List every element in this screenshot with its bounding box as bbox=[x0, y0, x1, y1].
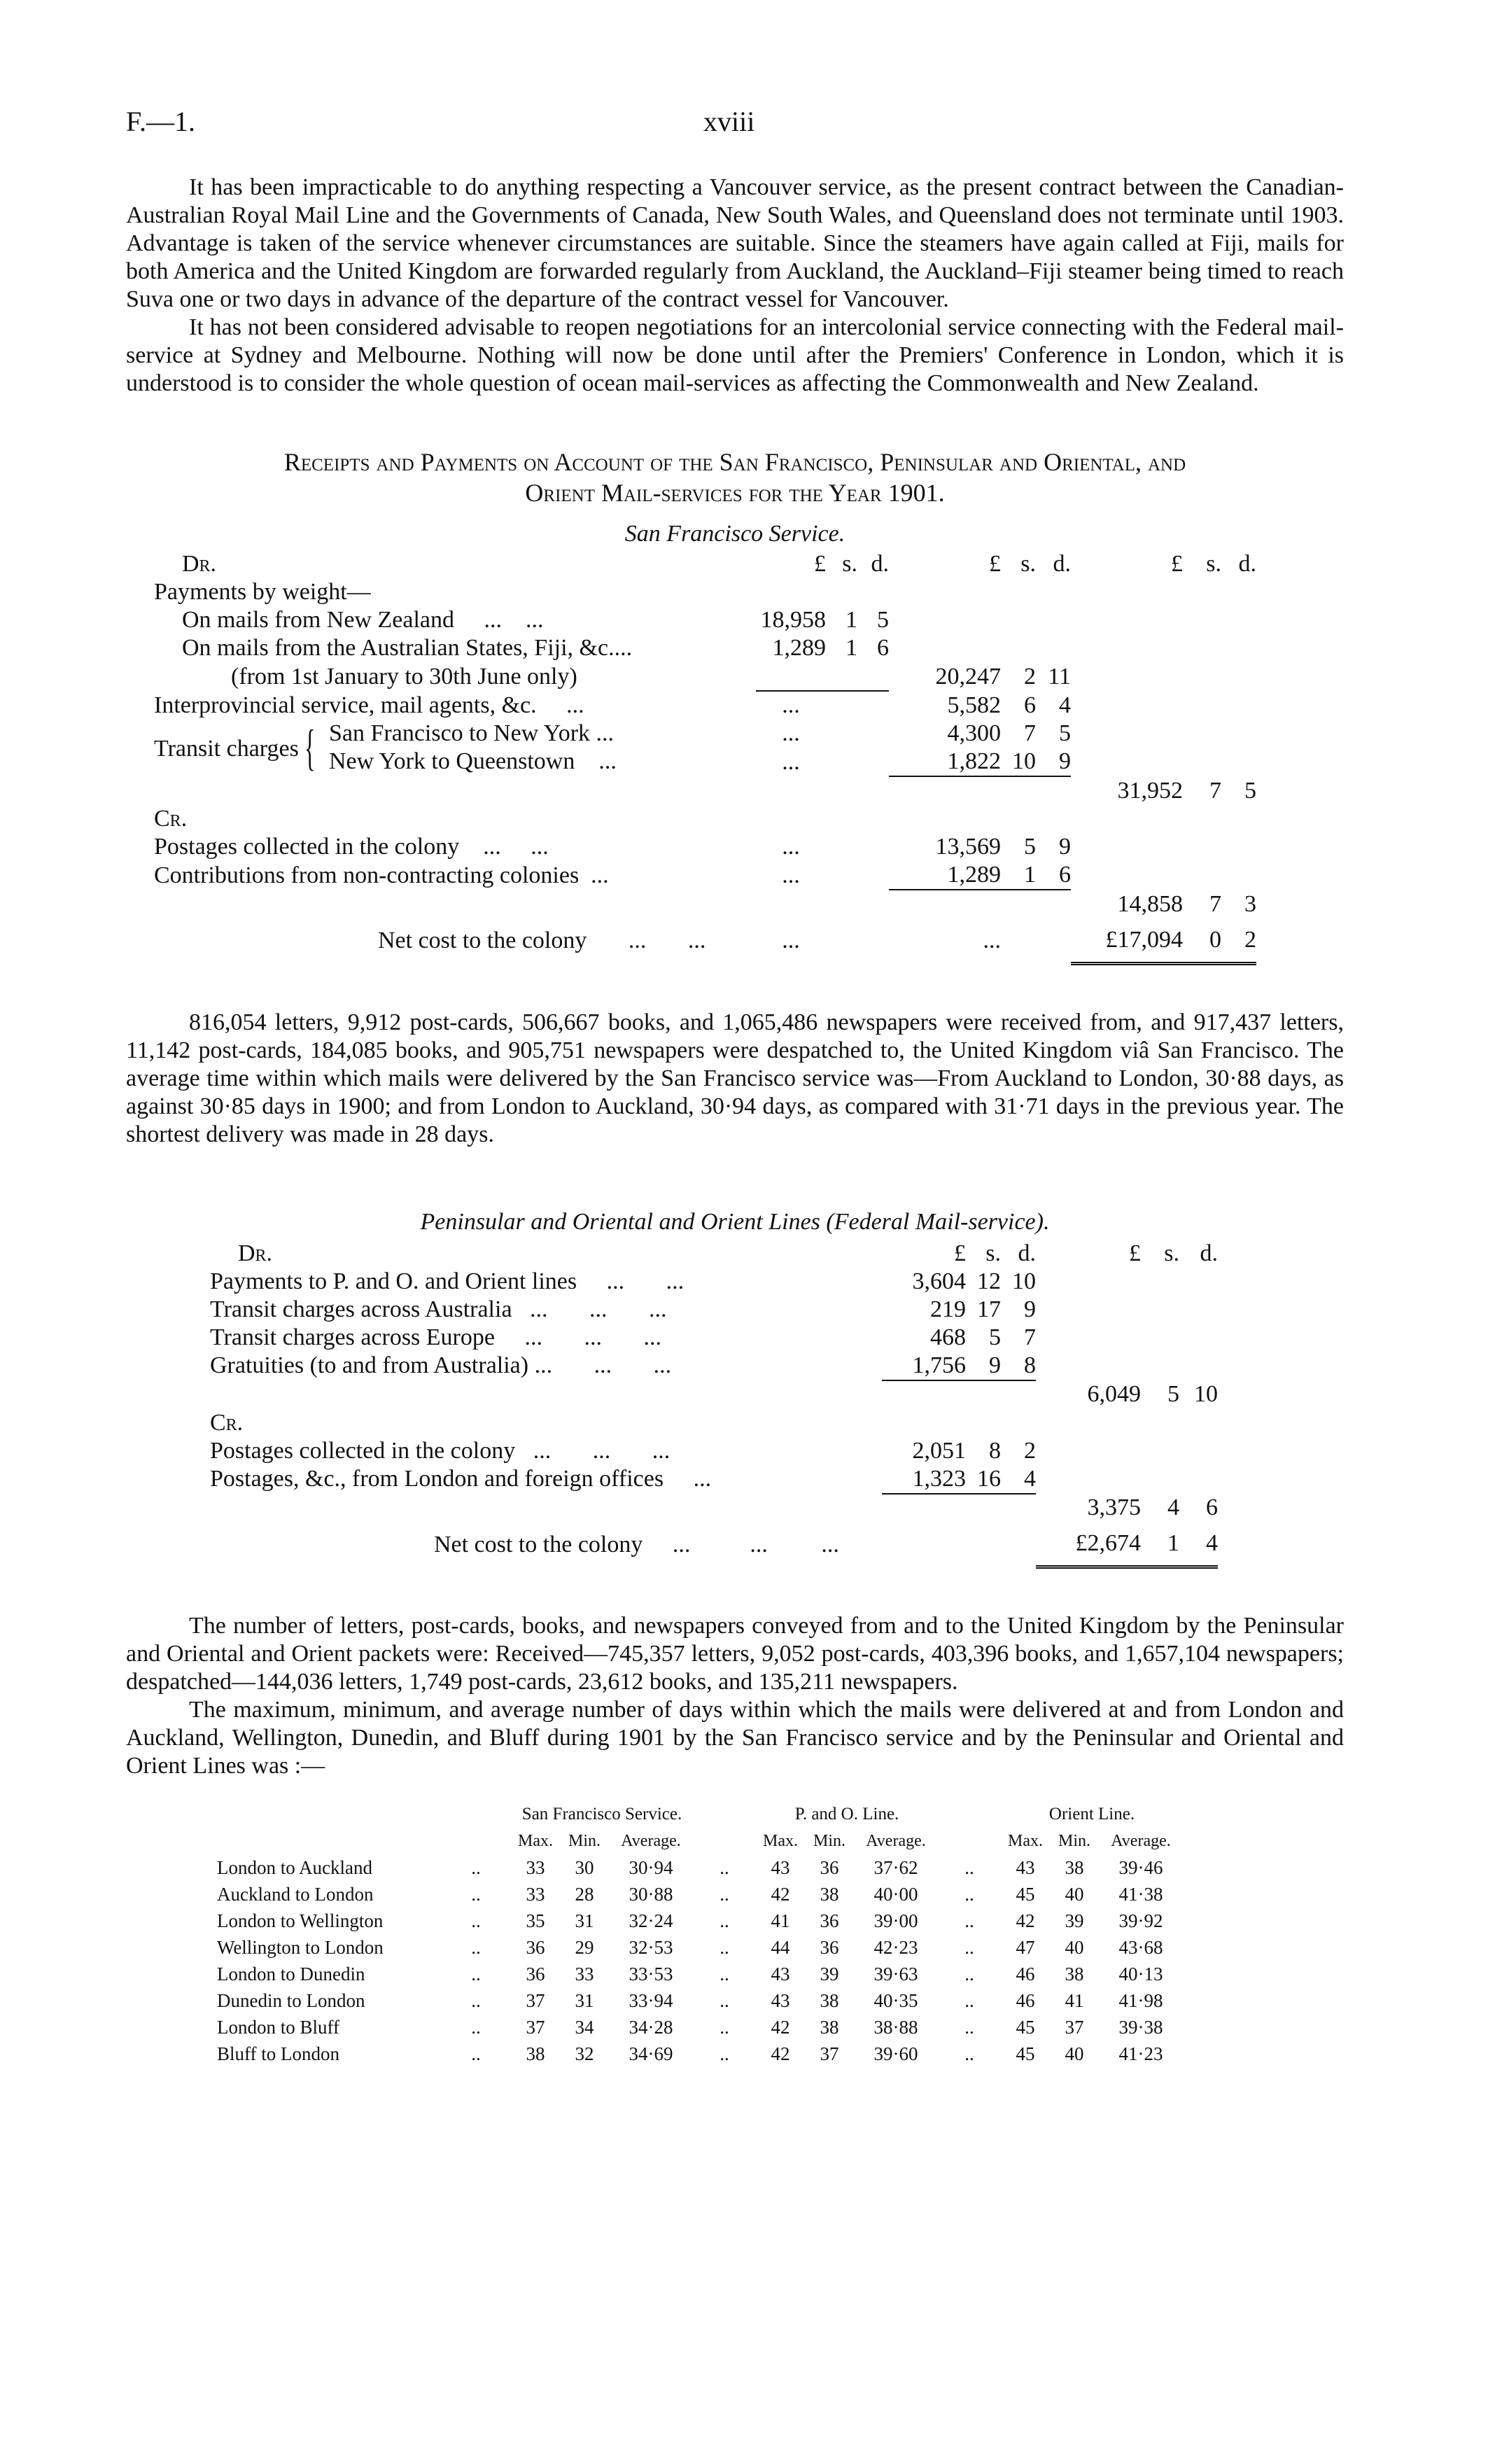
max-days: 42 bbox=[771, 1883, 790, 1905]
min-days: 36 bbox=[820, 1856, 839, 1878]
amount-pence: 10 bbox=[1194, 1381, 1218, 1407]
average-days: 37·62 bbox=[873, 1856, 918, 1878]
amount-pence: 6 bbox=[1036, 861, 1071, 890]
amount-shillings: 5 bbox=[1167, 1381, 1179, 1407]
min-days: 32 bbox=[575, 2043, 594, 2064]
max-days: 46 bbox=[1016, 1989, 1035, 2011]
leader-dots: ... bbox=[983, 927, 1001, 953]
amount-pounds: 468 bbox=[930, 1324, 966, 1350]
intro-paragraph-1: It has been impracticable to do anything respecting a Vancouver service, as the present contract between the Canadian-Australian Royal Mail Line and the Governments of Canada, New South Wales, and Queensland does not terminate until 1903. Advantage is taken of the service whenever circumstances are suitable. Since the steamers have again called at Fiji, mails for both America and the United Kingdom are forwarded regularly from Auckland, the Auckland–Fiji steamer being timed to reach Suva one or two days in advance of the departure of the contract vessel for Vancouver. bbox=[126, 174, 1344, 312]
route-label: Wellington to London bbox=[217, 1936, 384, 1958]
table-row bbox=[210, 1494, 1218, 1522]
table-row bbox=[210, 1268, 1218, 1296]
average-days: 38·88 bbox=[873, 2016, 918, 2038]
table-row bbox=[154, 720, 1256, 748]
leader-dots: .. bbox=[964, 2016, 974, 2038]
amount-pounds: 3,604 bbox=[912, 1268, 966, 1294]
average-days: 32·24 bbox=[629, 1910, 673, 1931]
po-account-table bbox=[210, 1240, 1218, 1569]
min-days: 37 bbox=[1065, 2016, 1084, 2038]
max-days: 35 bbox=[526, 1910, 545, 1931]
net-cost-pounds: £17,094 bbox=[1071, 918, 1183, 963]
payments-by-weight-label: Payments by weight— bbox=[154, 579, 371, 605]
min-days: 39 bbox=[820, 1963, 839, 1984]
table-row bbox=[168, 1907, 1183, 1934]
max-days: 41 bbox=[771, 1910, 790, 1931]
amount-pounds: 13,569 bbox=[935, 834, 1001, 860]
amount-pounds: 1,756 bbox=[882, 1352, 966, 1380]
amount-pounds: 1,289 bbox=[772, 635, 826, 661]
min-days: 40 bbox=[1065, 1936, 1084, 1958]
leader-dots: ... bbox=[782, 748, 800, 775]
col-min: Min. bbox=[813, 1831, 845, 1850]
transit-label: Transit charges bbox=[154, 736, 299, 762]
row-label: Payments to P. and O. and Orient lines bbox=[210, 1268, 577, 1294]
col-pence: d. bbox=[1018, 1240, 1036, 1266]
row-label: Postages, &c., from London and foreign offices bbox=[210, 1466, 664, 1492]
receipts-title bbox=[126, 447, 1344, 508]
amount-shillings: 5 bbox=[1024, 834, 1036, 860]
amount-shillings: 17 bbox=[977, 1296, 1001, 1322]
max-days: 45 bbox=[1016, 2043, 1035, 2064]
table-row bbox=[168, 1961, 1183, 1987]
amount-shillings: 1 bbox=[845, 607, 857, 633]
amount-pence: 11 bbox=[1048, 663, 1071, 690]
page-reference: F.—1. bbox=[126, 106, 196, 137]
col-pounds: £ bbox=[989, 551, 1001, 577]
amount-pounds: 2,051 bbox=[912, 1437, 966, 1464]
leader-dots: ... ... bbox=[577, 1268, 685, 1294]
table-row bbox=[210, 1324, 1218, 1352]
min-days: 39 bbox=[1065, 1910, 1084, 1931]
sf-section-title: San Francisco Service. bbox=[624, 521, 845, 547]
intro-section bbox=[126, 174, 1344, 398]
leader-dots: .. bbox=[964, 1856, 974, 1878]
average-days: 39·92 bbox=[1118, 1910, 1163, 1931]
max-days: 38 bbox=[526, 2043, 545, 2064]
amount-pounds: 1,822 bbox=[889, 748, 1001, 776]
min-days: 40 bbox=[1065, 2043, 1084, 2064]
amount-pence: 7 bbox=[1024, 1324, 1036, 1350]
table-row bbox=[210, 1296, 1218, 1324]
table-row bbox=[168, 1854, 1183, 1881]
min-days: 36 bbox=[820, 1936, 839, 1958]
max-days: 33 bbox=[526, 1883, 545, 1905]
leader-dots: .. bbox=[720, 2043, 729, 2064]
max-days: 43 bbox=[771, 1989, 790, 2011]
average-days: 40·13 bbox=[1118, 1963, 1163, 1984]
leader-dots: .. bbox=[471, 1856, 481, 1878]
document-page bbox=[126, 105, 1344, 2067]
max-days: 43 bbox=[771, 1963, 790, 1984]
amount-pounds: 1,323 bbox=[882, 1465, 966, 1494]
po-cr-label: Cr. bbox=[210, 1409, 244, 1436]
average-days: 39·60 bbox=[873, 2043, 918, 2064]
max-days: 42 bbox=[771, 2043, 790, 2064]
col-pounds: £ bbox=[814, 551, 826, 577]
min-days: 38 bbox=[820, 1989, 839, 2011]
max-days: 36 bbox=[526, 1963, 545, 1984]
group-header-p-and-o: P. and O. Line. bbox=[794, 1805, 899, 1823]
row-label: Contributions from non-contracting colonies bbox=[154, 862, 580, 888]
max-days: 36 bbox=[526, 1936, 545, 1958]
max-days: 33 bbox=[526, 1856, 545, 1878]
col-average: Average. bbox=[866, 1831, 926, 1850]
table-row bbox=[154, 890, 1256, 918]
min-days: 38 bbox=[820, 1883, 839, 1905]
max-days: 44 bbox=[771, 1936, 790, 1958]
min-days: 36 bbox=[820, 1910, 839, 1931]
amount-pounds: 5,582 bbox=[947, 692, 1001, 718]
net-cost-label: Net cost to the colony bbox=[378, 927, 587, 953]
max-days: 42 bbox=[771, 2016, 790, 2038]
leader-dots: .. bbox=[471, 1989, 481, 2011]
average-days: 39·38 bbox=[1118, 2016, 1163, 2038]
col-min: Min. bbox=[1058, 1831, 1090, 1850]
table-row bbox=[154, 634, 1256, 662]
leader-dots: ... ... ... bbox=[512, 1296, 667, 1322]
leader-dots: .. bbox=[471, 1936, 481, 1958]
sf-cr-label: Cr. bbox=[154, 806, 188, 832]
max-days: 45 bbox=[1016, 2016, 1035, 2038]
delivery-days-rows bbox=[168, 1854, 1183, 2067]
table-row bbox=[168, 2014, 1183, 2040]
page-number: xviii bbox=[703, 106, 755, 137]
delivery-days-paragraph: The maximum, minimum, and average number of days within which the mails were delivered at and from London and Auckland, Wellington, Dunedin, and Bluff during 1901 by the San Francisco service and by the Peninsular and Oriental and Orient Lines was :— bbox=[126, 1697, 1344, 1779]
max-days: 43 bbox=[771, 1856, 790, 1878]
po-statistics-paragraph: The number of letters, post-cards, books, and newspapers conveyed from and to the United Kingdom by the Peninsular and Oriental and Orient packets were: Received—745,357 letters, 9,052 post-cards, 403,396 books, and 1,657,104 newspapers; despatched—144,036 letters, 1,749 post-cards, 23,612 books, and 135,211 newspapers. bbox=[126, 1613, 1344, 1695]
col-pence: d. bbox=[871, 551, 889, 577]
average-days: 41·23 bbox=[1118, 2043, 1163, 2064]
row-label: On mails from New Zealand bbox=[182, 607, 454, 633]
min-days: 40 bbox=[1065, 1883, 1084, 1905]
table-row bbox=[168, 2040, 1183, 2067]
amount-pence: 6 bbox=[1206, 1494, 1218, 1520]
average-days: 40·00 bbox=[873, 1883, 918, 1905]
leader-dots: ... bbox=[782, 692, 800, 718]
amount-pounds: 14,858 bbox=[1117, 890, 1183, 917]
route-label: London to Dunedin bbox=[217, 1963, 365, 1984]
leader-dots: ... ... bbox=[454, 607, 544, 633]
col-average: Average. bbox=[1111, 1831, 1171, 1850]
route-label: London to Bluff bbox=[217, 2016, 339, 2038]
leader-dots: .. bbox=[720, 2016, 729, 2038]
average-days: 34·69 bbox=[629, 2043, 673, 2064]
table-row bbox=[154, 606, 1256, 634]
net-cost-label: Net cost to the colony bbox=[434, 1531, 643, 1558]
amount-shillings: 7 bbox=[1209, 777, 1221, 804]
min-days: 33 bbox=[575, 1963, 594, 1984]
table-row bbox=[154, 833, 1256, 861]
page-header bbox=[126, 105, 1344, 154]
leader-dots: .. bbox=[720, 1936, 729, 1958]
leader-dots: ... bbox=[664, 1466, 712, 1492]
amount-pounds: 18,958 bbox=[760, 607, 826, 633]
table-row bbox=[210, 1465, 1218, 1494]
col-pounds: £ bbox=[1129, 1240, 1141, 1266]
row-label: On mails from the Australian States, Fiji, &c. bbox=[182, 635, 615, 661]
leader-dots: .. bbox=[720, 1910, 729, 1931]
net-cost-shillings: 0 bbox=[1183, 918, 1221, 963]
leader-dots: ... ... ... bbox=[515, 1437, 671, 1464]
row-label: Interprovincial service, mail agents, &c. bbox=[154, 692, 537, 718]
col-max: Max. bbox=[518, 1831, 553, 1850]
leader-dots: .. bbox=[964, 1883, 974, 1905]
row-label: Postages collected in the colony bbox=[154, 834, 460, 860]
amount-shillings: 4 bbox=[1167, 1494, 1179, 1520]
sf-dr-label: Dr. bbox=[182, 551, 217, 577]
col-pence: d. bbox=[1238, 551, 1256, 577]
sf-statistics-paragraph: 816,054 letters, 9,912 post-cards, 506,667 books, and 1,065,486 newspapers were received from, and 917,437 letters, 11,142 post-cards, 184,085 books, and 905,751 newspapers were despatched to, the United Kingdom viâ San Francisco. The average time within which mails were delivered by the San Francisco service was—From Auckland to London, 30·88 days, as against 30·85 days in 1900; and from London to Auckland, 30·94 days, as compared with 31·71 days in the previous year. The shortest delivery was made in 28 days. bbox=[126, 1009, 1344, 1147]
max-days: 46 bbox=[1016, 1963, 1035, 1984]
leader-dots: .. bbox=[471, 1883, 481, 1905]
table-row bbox=[210, 1522, 1218, 1567]
leader-dots: ... ... ... bbox=[643, 1531, 839, 1558]
table-row bbox=[210, 1380, 1218, 1409]
row-label: Transit charges across Australia bbox=[210, 1296, 512, 1322]
min-days: 31 bbox=[575, 1989, 594, 2011]
po-paragraphs bbox=[126, 1612, 1344, 1780]
leader-dots: ... bbox=[782, 834, 800, 860]
col-shillings: s. bbox=[842, 551, 857, 577]
amount-shillings: 6 bbox=[1024, 692, 1036, 718]
leader-dots: ... ... bbox=[459, 834, 549, 860]
average-days: 34·28 bbox=[629, 2016, 673, 2038]
amount-pence: 8 bbox=[1001, 1352, 1036, 1380]
amount-pence: 5 bbox=[1244, 777, 1256, 804]
average-days: 42·23 bbox=[873, 1936, 918, 1958]
average-days: 30·88 bbox=[629, 1883, 673, 1905]
col-average: Average. bbox=[621, 1831, 681, 1850]
leader-dots: ... bbox=[590, 720, 615, 746]
average-days: 33·94 bbox=[629, 1989, 673, 2011]
delivery-days-table bbox=[168, 1801, 1183, 2067]
col-shillings: s. bbox=[1164, 1240, 1179, 1266]
amount-pence: 9 bbox=[1059, 834, 1071, 860]
row-label: Postages collected in the colony bbox=[210, 1437, 516, 1464]
min-days: 30 bbox=[575, 1856, 594, 1878]
amount-pounds: 6,049 bbox=[1087, 1381, 1141, 1407]
route-label: London to Auckland bbox=[217, 1856, 372, 1878]
route-label: Auckland to London bbox=[217, 1883, 374, 1905]
leader-dots: .. bbox=[720, 1856, 729, 1878]
amount-shillings: 7 bbox=[1024, 720, 1036, 746]
table-row bbox=[154, 776, 1256, 805]
col-min: Min. bbox=[568, 1831, 601, 1850]
min-days: 29 bbox=[575, 1936, 594, 1958]
row-label: Transit charges across Europe bbox=[210, 1324, 495, 1350]
max-days: 37 bbox=[526, 2016, 545, 2038]
average-days: 30·94 bbox=[629, 1856, 673, 1878]
po-dr-label: Dr. bbox=[238, 1240, 273, 1266]
leader-dots: .. bbox=[471, 2016, 481, 2038]
amount-shillings: 5 bbox=[989, 1324, 1001, 1350]
leader-dots: .. bbox=[471, 1963, 481, 1984]
amount-shillings: 1 bbox=[1001, 861, 1036, 890]
leader-dots: ... bbox=[782, 720, 800, 746]
min-days: 38 bbox=[1065, 1963, 1084, 1984]
net-cost-pence: 2 bbox=[1221, 918, 1256, 963]
amount-shillings: 12 bbox=[977, 1268, 1001, 1294]
amount-shillings: 2 bbox=[1024, 663, 1036, 690]
group-header-san-francisco: San Francisco Service. bbox=[521, 1805, 682, 1823]
average-days: 39·63 bbox=[873, 1963, 918, 1984]
average-days: 33·53 bbox=[629, 1963, 673, 1984]
table-row bbox=[154, 662, 1256, 691]
col-shillings: s. bbox=[1206, 551, 1221, 577]
min-days: 34 bbox=[575, 2016, 594, 2038]
table-row bbox=[154, 918, 1256, 963]
min-days: 31 bbox=[575, 1910, 594, 1931]
net-cost-pence: 4 bbox=[1179, 1522, 1218, 1567]
leader-dots: .. bbox=[720, 1989, 729, 2011]
amount-shillings: 1 bbox=[845, 635, 857, 661]
min-days: 41 bbox=[1065, 1989, 1084, 2011]
brace-icon: { bbox=[304, 720, 316, 776]
group-header-orient: Orient Line. bbox=[1048, 1805, 1135, 1823]
leader-dots: .. bbox=[720, 1963, 729, 1984]
intro-paragraph-2: It has not been considered advisable to reopen negotiations for an intercolonial service connecting with the Federal mail-service at Sydney and Melbourne. Nothing will now be done until after the Premiers' Conference in London, which it is understood is to consider the whole question of ocean mail-services as affecting the Commonwealth and New Zealand. bbox=[126, 314, 1344, 396]
min-days: 37 bbox=[820, 2043, 839, 2064]
amount-shillings: 7 bbox=[1209, 890, 1221, 917]
amount-pence: 4 bbox=[1001, 1465, 1036, 1494]
col-shillings: s. bbox=[985, 1240, 1001, 1266]
amount-pence: 10 bbox=[1012, 1268, 1036, 1294]
col-pounds: £ bbox=[954, 1240, 966, 1266]
amount-pence: 9 bbox=[1024, 1296, 1036, 1322]
leader-dots: .. bbox=[471, 2043, 481, 2064]
amount-pounds: 31,952 bbox=[1117, 777, 1183, 804]
amount-shillings: 16 bbox=[966, 1465, 1001, 1494]
leader-dots: ... bbox=[782, 927, 800, 953]
table-row bbox=[168, 1987, 1183, 2014]
average-days: 32·53 bbox=[629, 1936, 673, 1958]
leader-dots: .. bbox=[964, 1989, 974, 2011]
row-label: New York to Queenstown bbox=[329, 748, 575, 774]
min-days: 38 bbox=[820, 2016, 839, 2038]
amount-pounds: 1,289 bbox=[889, 861, 1001, 890]
row-label: Gratuities (to and from Australia) bbox=[210, 1352, 529, 1378]
amount-pence: 2 bbox=[1024, 1437, 1036, 1464]
po-section-title: Peninsular and Oriental and Orient Lines (Federal Mail-service). bbox=[420, 1208, 1050, 1235]
route-label: Dunedin to London bbox=[217, 1989, 365, 2011]
amount-pence: 5 bbox=[1059, 720, 1071, 746]
table-row bbox=[168, 1881, 1183, 1907]
receipts-title-line-2: Orient Mail-services for the Year 1901. bbox=[525, 479, 945, 507]
table-row bbox=[154, 861, 1256, 890]
col-pence: d. bbox=[1200, 1240, 1218, 1266]
route-label: Bluff to London bbox=[217, 2043, 339, 2064]
amount-pence: 3 bbox=[1244, 890, 1256, 917]
max-days: 47 bbox=[1016, 1936, 1035, 1958]
average-days: 41·38 bbox=[1118, 1883, 1163, 1905]
leader-dots: .. bbox=[471, 1910, 481, 1931]
amount-pounds: 3,375 bbox=[1087, 1494, 1141, 1520]
row-label: San Francisco to New York bbox=[329, 720, 591, 746]
route-label: London to Wellington bbox=[217, 1910, 384, 1931]
amount-pence: 5 bbox=[877, 607, 889, 633]
leader-dots: ... bbox=[782, 862, 800, 888]
table-row bbox=[210, 1437, 1218, 1465]
leader-dots: ... bbox=[579, 862, 609, 888]
net-cost-shillings: 1 bbox=[1141, 1522, 1179, 1567]
average-days: 40·35 bbox=[873, 1989, 918, 2011]
table-row bbox=[210, 1352, 1218, 1380]
col-pounds: £ bbox=[1171, 551, 1183, 577]
leader-dots: ... ... ... bbox=[528, 1352, 672, 1378]
leader-dots: .. bbox=[964, 2043, 974, 2064]
col-shillings: s. bbox=[1020, 551, 1036, 577]
leader-dots: .. bbox=[964, 1963, 974, 1984]
table-row bbox=[154, 691, 1256, 720]
leader-dots: ... bbox=[575, 748, 617, 774]
net-cost-pounds: £2,674 bbox=[1036, 1522, 1141, 1567]
leader-dots: ... bbox=[536, 692, 584, 718]
receipts-title-line-1: Receipts and Payments on Account of the San Francisco, Peninsular and Oriental, and bbox=[283, 448, 1186, 476]
average-days: 39·00 bbox=[873, 1910, 918, 1931]
leader-dots: .. bbox=[964, 1910, 974, 1931]
amount-shillings: 10 bbox=[1001, 748, 1036, 776]
min-days: 28 bbox=[575, 1883, 594, 1905]
max-days: 42 bbox=[1016, 1910, 1035, 1931]
leader-dots: .. bbox=[964, 1936, 974, 1958]
max-days: 45 bbox=[1016, 1883, 1035, 1905]
table-row bbox=[168, 1934, 1183, 1961]
amount-shillings: 9 bbox=[966, 1352, 1001, 1380]
col-pence: d. bbox=[1053, 551, 1071, 577]
leader-dots: ... bbox=[614, 635, 633, 661]
min-days: 38 bbox=[1065, 1856, 1084, 1878]
average-days: 39·46 bbox=[1118, 1856, 1163, 1878]
amount-pence: 9 bbox=[1036, 748, 1071, 776]
leader-dots: ... ... ... bbox=[494, 1324, 661, 1350]
sf-account-table bbox=[154, 550, 1256, 965]
amount-pounds: 4,300 bbox=[947, 720, 1001, 746]
average-days: 41·98 bbox=[1118, 1989, 1163, 2011]
amount-pence: 4 bbox=[1059, 692, 1071, 718]
amount-shillings: 8 bbox=[989, 1437, 1001, 1464]
amount-pence: 6 bbox=[877, 635, 889, 661]
max-days: 37 bbox=[526, 1989, 545, 2011]
amount-pounds: 20,247 bbox=[935, 663, 1001, 690]
average-days: 43·68 bbox=[1118, 1936, 1163, 1958]
row-note: (from 1st January to 30th June only) bbox=[231, 663, 577, 690]
leader-dots: ... ... bbox=[587, 927, 706, 953]
max-days: 43 bbox=[1016, 1856, 1035, 1878]
col-max: Max. bbox=[1008, 1831, 1043, 1850]
leader-dots: .. bbox=[720, 1883, 729, 1905]
amount-pounds: 219 bbox=[930, 1296, 966, 1322]
col-max: Max. bbox=[763, 1831, 798, 1850]
